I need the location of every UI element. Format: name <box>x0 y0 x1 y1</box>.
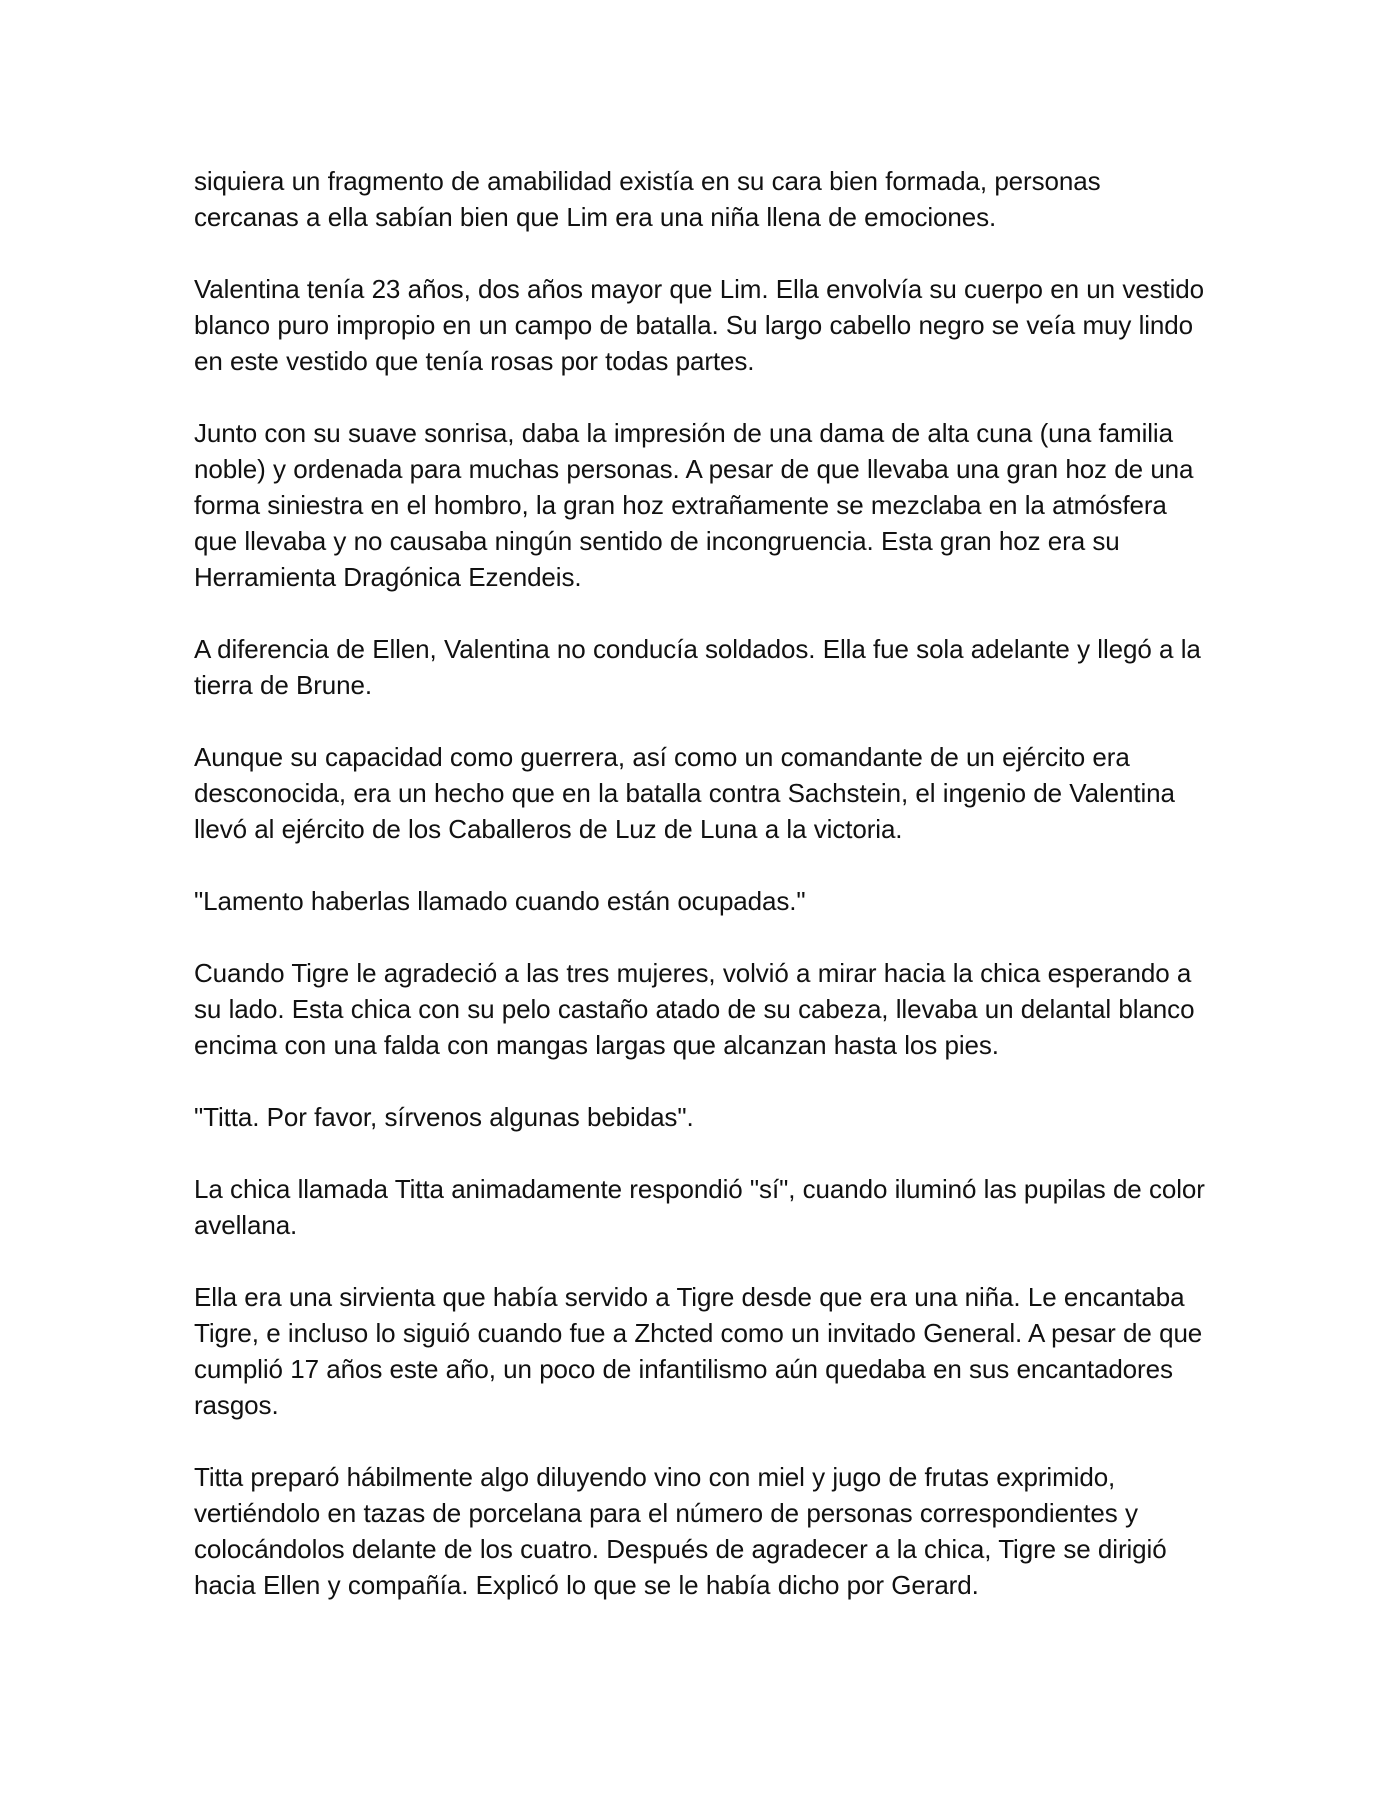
paragraph: Aunque su capacidad como guerrera, así como un comandante de un ejército era desconocida, era un hecho que en la batalla contra Sachstein, el ingenio de Valentina llevó al ejército de los Caballeros de Luz de Luna a la victoria. <box>194 742 1175 844</box>
paragraph: Titta preparó hábilmente algo diluyendo vino con miel y jugo de frutas exprimido, vertiéndolo en tazas de porcelana para el número de personas correspondientes y colocándolos delante de los cuatro. Después de agradecer a la chica, Tigre se dirigió hacia Ellen y compañía. Explicó lo que se le había dicho por Gerard. <box>194 1462 1167 1600</box>
paragraph: La chica llamada Titta animadamente respondió "sí", cuando iluminó las pupilas de color avellana. <box>194 1174 1205 1240</box>
paragraph: Cuando Tigre le agradeció a las tres mujeres, volvió a mirar hacia la chica esperando a su lado. Esta chica con su pelo castaño atado de su cabeza, llevaba un delantal blanco encima con una falda con mangas largas que alcanzan hasta los pies. <box>194 958 1195 1060</box>
paragraph: Ella era una sirvienta que había servido a Tigre desde que era una niña. Le encantaba Tigre, e incluso lo siguió cuando fue a Zhcted como un invitado General. A pesar de que cumplió 17 años este año, un poco de infantilismo aún quedaba en sus encantadores rasgos. <box>194 1282 1203 1420</box>
paragraph: "Lamento haberlas llamado cuando están ocupadas." <box>194 886 806 916</box>
paragraph: Valentina tenía 23 años, dos años mayor que Lim. Ella envolvía su cuerpo en un vestido blanco puro impropio en un campo de batalla. Su largo cabello negro se veía muy lindo en este vestido que tenía rosas por todas partes. <box>194 274 1205 376</box>
paragraph: Junto con su suave sonrisa, daba la impresión de una dama de alta cuna (una familia noble) y ordenada para muchas personas. A pesar de que llevaba una gran hoz de una forma siniestra en el hombro, la gran hoz extrañamente se mezclaba en la atmósfera que llevaba y no causaba ningún sentido de incongruencia. Esta gran hoz era su Herramienta Dragónica Ezendeis. <box>194 418 1194 592</box>
text-body <box>194 163 1206 1603</box>
paragraph: "Titta. Por favor, sírvenos algunas bebidas". <box>194 1102 694 1132</box>
paragraph: siquiera un fragmento de amabilidad existía en su cara bien formada, personas cercanas a ella sabían bien que Lim era una niña llena de emociones. <box>194 166 1101 232</box>
paragraph: A diferencia de Ellen, Valentina no conducía soldados. Ella fue sola adelante y llegó a la tierra de Brune. <box>194 634 1201 700</box>
